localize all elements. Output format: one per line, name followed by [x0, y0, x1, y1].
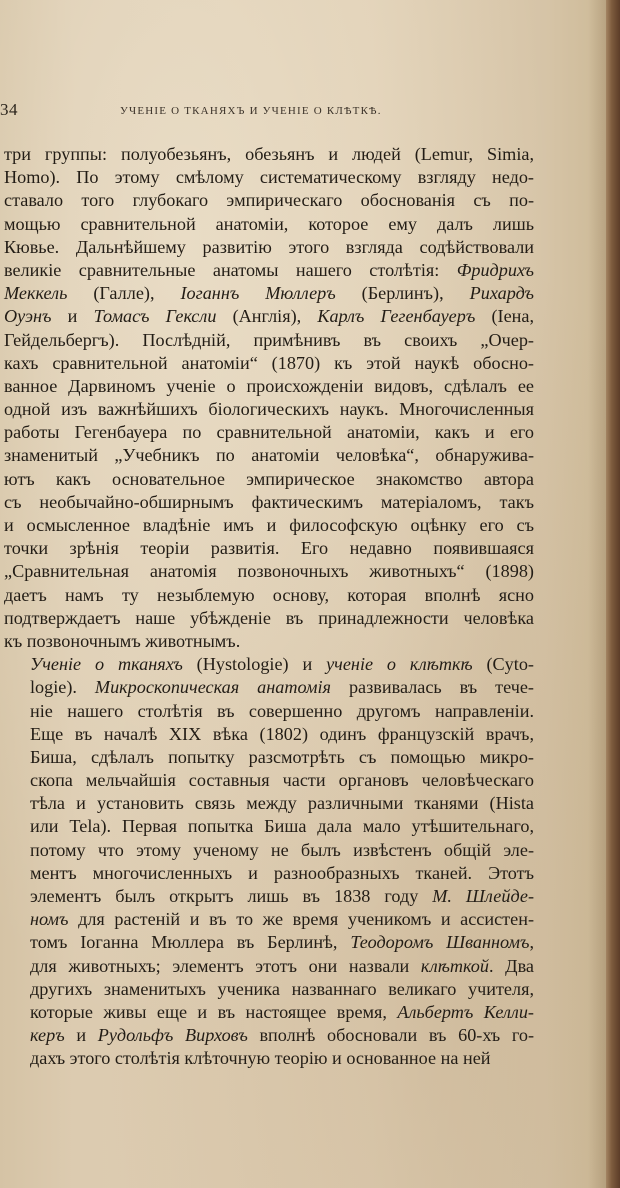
text-line — [4, 375, 534, 398]
text-line — [4, 885, 534, 908]
italic-run: М. Шлейде- — [432, 886, 534, 906]
text-run: ванное Дарвиномъ ученіе о происхожденіи видовъ, сдѣлалъ ее — [4, 375, 534, 396]
text-run: (Hystologie) и — [182, 654, 327, 675]
text-line — [4, 723, 534, 746]
italic-run: Меккель — [4, 283, 68, 304]
text-run: съ необычайно-обширнымъ фактическимъ матеріаломъ, такъ — [4, 491, 534, 512]
text-run: даетъ намъ ту незыблемую основу, которая вполнѣ ясно — [4, 584, 534, 605]
text-line — [4, 676, 534, 699]
text-run: (Берлинъ), — [335, 283, 470, 304]
text-run: logie). — [30, 677, 95, 698]
text-run: (Іена, — [475, 306, 535, 327]
italic-run: Іоганнъ Мюллеръ — [180, 283, 336, 304]
text-run: скопа мельчайшія составныя части органовъ человѣческаго — [30, 770, 534, 791]
text-run: которые живы еще и въ настоящее время, — [30, 1001, 398, 1022]
text-line — [4, 955, 534, 978]
italic-run: Ученіе о тканяхъ — [30, 654, 183, 675]
text-line — [4, 908, 534, 931]
text-line — [4, 630, 534, 653]
text-line — [4, 839, 534, 862]
text-line — [4, 1024, 534, 1047]
text-run: знаменитый „Учебникъ по анатоміи человѣка“, обнаружива- — [4, 445, 534, 466]
text-run: элементъ былъ открытъ лишь въ 1838 году — [30, 886, 433, 906]
text-line — [4, 978, 534, 1001]
text-run: къ позвоночнымъ животнымъ. — [4, 630, 241, 651]
text-line — [4, 398, 534, 421]
italic-run: Рихардъ — [469, 283, 534, 304]
paragraph — [4, 143, 534, 653]
text-line — [4, 259, 534, 282]
text-run: и — [64, 1025, 98, 1046]
text-run: Биша, сдѣлалъ попытку разсмотрѣть съ помощью микро- — [30, 746, 534, 767]
text-run: одной изъ важнѣйшихъ біологическихъ наукъ. Многочисленныя — [4, 399, 534, 420]
text-run: „Сравнительная анатомія позвоночныхъ животныхъ“ (1898) — [4, 561, 534, 582]
italic-run: Теодоромъ Шванномъ — [350, 932, 530, 953]
text-run: мощью сравнительной анатоміи, которое ему далъ лишь — [4, 213, 534, 234]
text-run: Homo). По этому смѣлому систематическому взгляду недо- — [4, 167, 534, 188]
text-run: для животныхъ; элементъ этотъ они назвали — [30, 955, 421, 976]
text-run: кахъ сравнительной анатоміи“ (1870) къ этой наукѣ обосно- — [4, 352, 534, 373]
italic-run: Фридрихъ — [456, 259, 534, 280]
text-line — [4, 305, 534, 328]
text-run: ментъ многочисленныхъ и разнообразныхъ тканей. Этотъ — [30, 862, 534, 883]
text-run: , — [529, 932, 534, 953]
running-title: УЧЕНІЕ О ТКАНЯХЪ И УЧЕНІЕ О КЛѢТКѢ. — [120, 105, 382, 117]
text-line — [4, 491, 534, 514]
text-line — [4, 282, 534, 305]
italic-run: Рудольфъ Вирховъ — [97, 1025, 248, 1046]
text-line — [4, 584, 534, 607]
italic-run: Микроскопическая анатомія — [94, 677, 332, 698]
text-line — [4, 1047, 534, 1070]
text-run: Кювье. Дальнѣйшему развитію этого взгляда содѣйствовали — [4, 236, 534, 257]
text-run: (Cyto- — [472, 654, 534, 675]
text-line — [4, 468, 534, 491]
text-line — [4, 514, 534, 537]
text-run: три группы: полуобезьянъ, обезьянъ и людей (Lemur, Simia, — [4, 144, 534, 164]
text-line — [4, 792, 534, 815]
page-number: 34 — [0, 100, 18, 119]
text-run: работы Гегенбауера по сравнительной анатоміи, какъ и его — [4, 422, 534, 443]
text-run: Гейдельбергъ). Послѣдній, примѣнивъ въ своихъ „Очер- — [4, 329, 534, 350]
text-line — [4, 769, 534, 792]
text-run: тѣла и установить связь между различными тканями (Hista — [30, 793, 534, 814]
text-run: другихъ знаменитыхъ ученика названнаго великаго учителя, — [30, 978, 534, 999]
italic-run: керъ — [30, 1025, 65, 1046]
text-line — [4, 1001, 534, 1024]
italic-run: Томасъ Гексли — [93, 306, 217, 327]
text-run: потому что этому ученому не былъ извѣстенъ общій эле- — [30, 839, 534, 860]
text-run: развивалась въ тече- — [331, 677, 534, 698]
italic-run: Альбертъ Келли- — [397, 1001, 534, 1022]
text-line — [4, 537, 534, 560]
text-line — [4, 862, 534, 885]
italic-run: ученіе о клѣткѣ — [326, 654, 473, 675]
text-run: . Два — [488, 955, 535, 976]
text-line — [4, 653, 534, 676]
page-edge — [606, 0, 620, 1188]
text-run: вполнѣ обосновали въ 60-хъ го- — [247, 1025, 534, 1046]
text-run: ніе нашего столѣтія въ совершенно другомъ направленіи. — [30, 700, 534, 721]
paragraph — [4, 653, 534, 1070]
italic-run: Оуэнъ — [4, 306, 52, 327]
text-line — [4, 700, 534, 723]
text-run: ютъ какъ основательное эмпирическое знакомство автора — [4, 468, 534, 489]
text-line — [4, 143, 534, 166]
text-run: и — [51, 306, 94, 327]
text-run: точки зрѣнія теоріи развитія. Его недавно появившаяся — [4, 538, 534, 559]
text-line — [4, 166, 534, 189]
text-line — [4, 560, 534, 583]
text-run: и осмысленное владѣніе имъ и философскую оцѣнку его съ — [4, 515, 534, 535]
text-run: для растеній и въ то же время ученикомъ и ассистен- — [68, 909, 534, 930]
body-text — [4, 143, 534, 1071]
text-run: ставало того глубокаго эмпирическаго обоснованія съ по- — [4, 190, 534, 211]
text-line — [4, 444, 534, 467]
text-line — [4, 329, 534, 352]
text-run: (Галле), — [67, 283, 181, 304]
text-line — [4, 236, 534, 259]
text-run: подтверждаетъ наше убѣжденіе въ принадлежности человѣка — [4, 607, 534, 628]
italic-run: клѣткой — [420, 955, 489, 976]
running-head — [0, 100, 610, 122]
text-run: Еще въ началѣ XIX вѣка (1802) одинъ французскій врачъ, — [30, 723, 534, 744]
text-line — [4, 421, 534, 444]
text-line — [4, 352, 534, 375]
text-line — [4, 746, 534, 769]
page-edge-shadow — [588, 0, 606, 1188]
text-line — [4, 931, 534, 954]
text-run: дахъ этого столѣтія клѣточную теорію и основанное на ней — [30, 1048, 491, 1069]
text-run: (Англія), — [216, 306, 318, 327]
text-line — [4, 189, 534, 212]
text-line — [4, 607, 534, 630]
italic-run: Карлъ Гегенбауеръ — [317, 306, 476, 327]
italic-run: номъ — [30, 909, 69, 930]
text-run: великіе сравнительные анатомы нашего столѣтія: — [4, 259, 457, 280]
text-run: или Tela). Первая попытка Биша дала мало утѣшительнаго, — [30, 816, 534, 837]
text-line — [4, 213, 534, 236]
text-run: томъ Іоганна Мюллера въ Берлинѣ, — [30, 932, 351, 953]
text-line — [4, 815, 534, 838]
